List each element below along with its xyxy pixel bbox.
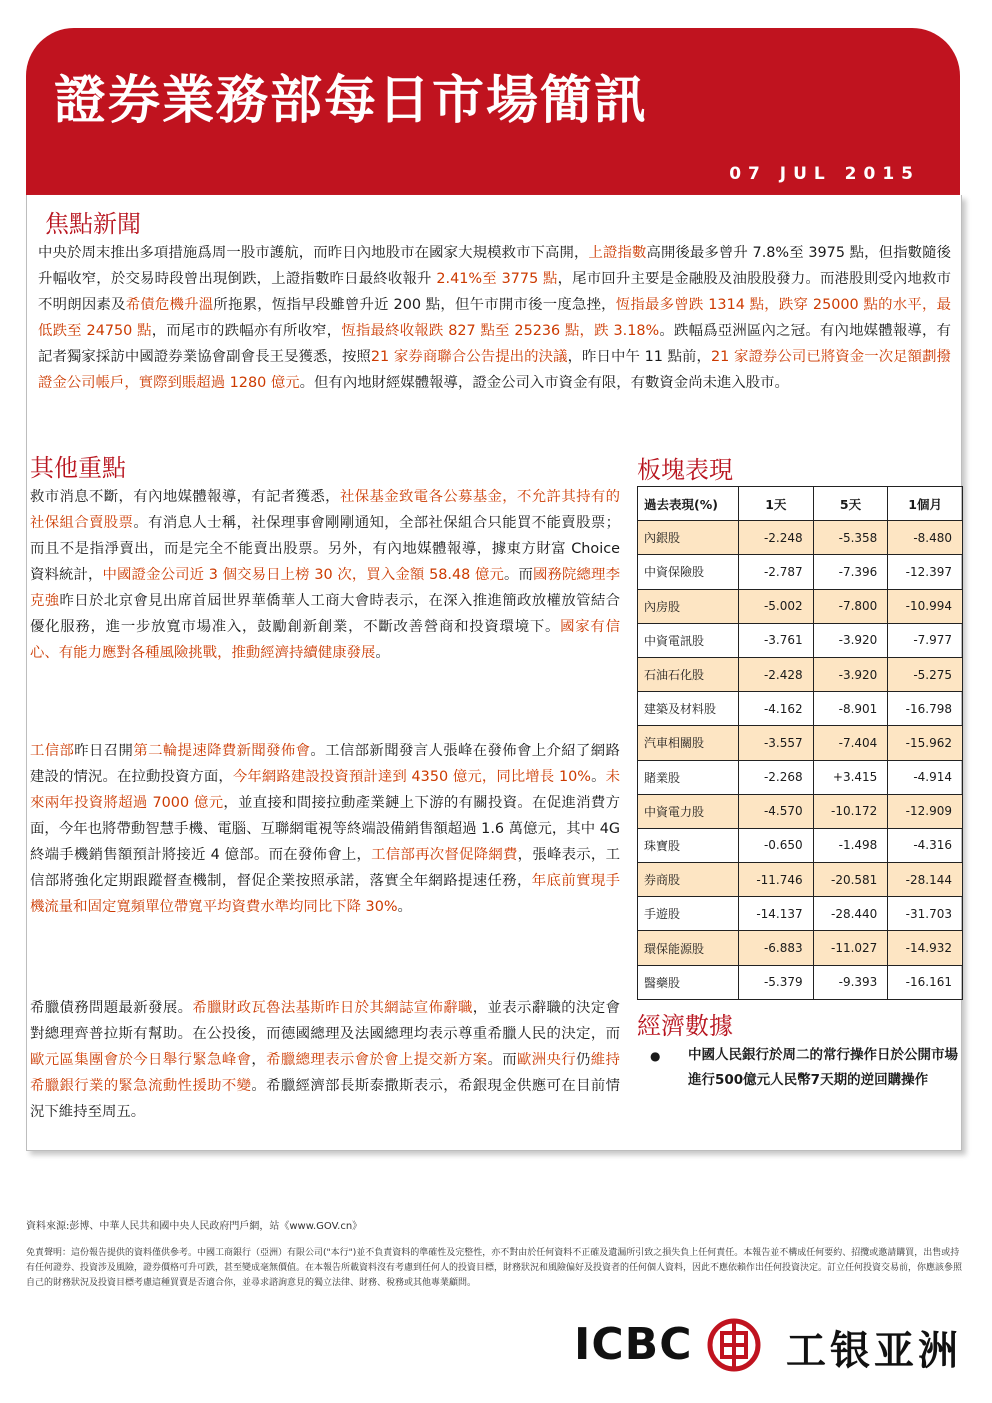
sector-1d: -2.268 (739, 760, 814, 794)
sector-1m: -5.275 (888, 657, 963, 691)
sector-name: 券商股 (638, 863, 739, 897)
header-banner (26, 28, 960, 195)
sector-table (637, 486, 963, 1000)
sector-name: 環保能源股 (638, 931, 739, 965)
logo-en: ICBC (574, 1319, 693, 1370)
sector-1m: -7.977 (888, 623, 963, 657)
sector-row (638, 692, 963, 726)
sector-1m: -15.962 (888, 726, 963, 760)
sector-row (638, 931, 963, 965)
sector-name: 賭業股 (638, 760, 739, 794)
sector-1m: -14.932 (888, 931, 963, 965)
sector-1d: -4.162 (739, 692, 814, 726)
sector-1m: -12.397 (888, 555, 963, 589)
disclaimer: 免責聲明：這份報告提供的資料僅供參考。中國工商銀行（亞洲）有限公司("本行")並不負責資料的準確性及完整性，亦不對由於任何資料不正確及遺漏所引致之損失負上任何責任。本報告並不構成任何要約、招攬或邀請購買，出售或持有任何證券、投資涉及風險，證券價格可升可跌，甚至變成毫無價值。在本報告所載資料沒有考慮到任何人的投資目標，財務狀況和風險偏好及投資者的任何個人資料，因此不應依賴作出任何投資決定。訂立任何投資交易前，你應該參照自己的財務狀況及投資目標考慮這種買賣是否適合你，並尋求諮詢意見的獨立法律、財務、稅務或其他專業顧問。 (26, 1248, 963, 1288)
sector-row (638, 623, 963, 657)
sector-5d: -8.901 (813, 692, 888, 726)
col-header-5d: 5天 (813, 487, 888, 521)
sector-1d: -4.570 (739, 794, 814, 828)
sector-1d: -2.248 (739, 521, 814, 555)
sector-5d: -1.498 (813, 828, 888, 862)
sector-1m: -16.161 (888, 965, 963, 999)
sector-name: 中資電訊股 (638, 623, 739, 657)
sector-name: 珠寶股 (638, 828, 739, 862)
sector-1m: -4.914 (888, 760, 963, 794)
source-note: 資料來源:彭博、中華人民共和國中央人民政府門戶網，站《www.GOV.cn》 (26, 1221, 363, 1232)
sector-5d: -28.440 (813, 897, 888, 931)
sector-row (638, 555, 963, 589)
col-header-period: 過去表現(%) (638, 487, 739, 521)
col-header-1m: 1個月 (888, 487, 963, 521)
bullet-icon: ● (650, 1049, 661, 1063)
sector-row (638, 828, 963, 862)
sector-5d: -3.920 (813, 623, 888, 657)
sector-name: 內房股 (638, 589, 739, 623)
sector-1m: -4.316 (888, 828, 963, 862)
sector-5d: -3.920 (813, 657, 888, 691)
sector-5d: -7.404 (813, 726, 888, 760)
sector-1m: -8.480 (888, 521, 963, 555)
sector-5d: -9.393 (813, 965, 888, 999)
sector-5d: -7.800 (813, 589, 888, 623)
other-paragraph-2: 工信部昨日召開第二輪提速降費新聞發佈會。工信部新聞發言人張峰在發佈會上介紹了網路建設的情況。在拉動投資方面，今年網路建設投資預計達到 4350 億元，同比增長 10%。未來兩年投資將超過 7000 億元，並直接和間接拉動產業鏈上下游的有關投資。在促進消費方面，今年也將帶動智慧手機、電腦、互聯網電視等終端設備銷售額超過 1.6 萬億元，其中 4G 終端手機銷售額預計將接近 4 億部。而在發佈會上，工信部再次督促降網費，張峰表示，工信部將強化定期跟蹤督查機制，督促企業按照承諾，落實全年網路提速任務，年底前實現手機流量和固定寬頻單位帶寬平均資費水準均同比下降 30%。 (30, 743, 620, 915)
icbc-logo (574, 1317, 964, 1374)
sector-name: 石油石化股 (638, 657, 739, 691)
sector-name: 汽車相關股 (638, 726, 739, 760)
sector-1d: -0.650 (739, 828, 814, 862)
icbc-emblem-icon (706, 1317, 762, 1373)
sector-5d: -20.581 (813, 863, 888, 897)
sector-row (638, 589, 963, 623)
sector-1d: -2.428 (739, 657, 814, 691)
sector-1d: -14.137 (739, 897, 814, 931)
page-title: 證券業務部每日市場簡訊 (54, 70, 649, 131)
sector-row (638, 794, 963, 828)
sector-row (638, 760, 963, 794)
sector-1m: -10.994 (888, 589, 963, 623)
sector-1m: -16.798 (888, 692, 963, 726)
sector-5d: -5.358 (813, 521, 888, 555)
sector-5d: +3.415 (813, 760, 888, 794)
sector-heading: 板塊表現 (637, 456, 733, 484)
sector-name: 中資電力股 (638, 794, 739, 828)
logo-cn: 工银亚洲 (786, 1328, 962, 1374)
sector-1d: -5.002 (739, 589, 814, 623)
sector-row (638, 726, 963, 760)
sector-name: 建築及材料股 (638, 692, 739, 726)
other-heading: 其他重點 (30, 454, 126, 482)
sector-1d: -6.883 (739, 931, 814, 965)
sector-1d: -2.787 (739, 555, 814, 589)
economy-item: 中國人民銀行於周二的常行操作日於公開市場進行500億元人民幣7天期的逆回購操作 (688, 1047, 958, 1088)
sector-name: 內銀股 (638, 521, 739, 555)
economy-heading: 經濟數據 (637, 1012, 733, 1040)
sector-1d: -3.761 (739, 623, 814, 657)
sector-1d: -5.379 (739, 965, 814, 999)
focus-heading: 焦點新聞 (45, 210, 141, 238)
sector-1m: -12.909 (888, 794, 963, 828)
sector-5d: -10.172 (813, 794, 888, 828)
col-header-1d: 1天 (739, 487, 814, 521)
sector-1d: -11.746 (739, 863, 814, 897)
sector-row (638, 657, 963, 691)
sector-row (638, 897, 963, 931)
focus-paragraph: 中央於周末推出多項措施爲周一股市護航，而昨日內地股市在國家大規模救市下高開，上證指數高開後最多曾升 7.8%至 3975 點，但指數隨後升幅收窄，於交易時段曾出現倒跌，上證指數昨日最終收報升 2.41%至 3775 點，尾市回升主要是金融股及油股股發力。而港股則受內地救市不明朗因素及希債危機升溫所拖累，恆指早段雖曾升近 200 點，但午市開市後一度急挫，恆指最多曾跌 1314 點，跌穿 25000 點的水平，最低跌至 24750 點，而尾市的跌幅亦有所收窄，恆指最終收報跌 827 點至 25236 點，跌 3.18%。跌幅爲亞洲區內之冠。有內地媒體報導，有記者獨家採訪中國證券業協會副會長王旻獲悉，按照21 家券商聯合公告提出的決議，昨日中午 11 點前，21 家證券公司已將資金一次足額劃撥證金公司帳戶，實際到賬超過 1280 億元。但有內地財經媒體報導，證金公司入市資金有限，有數資金尚未進入股市。 (38, 245, 951, 391)
report-date: 07 JUL 2015 (729, 164, 920, 184)
other-paragraph-1: 救市消息不斷，有內地媒體報導，有記者獲悉，社保基金致電各公募基金，不允許其持有的社保組合賣股票。有消息人士稱，社保理事會剛剛通知，全部社保組合只能買不能賣股票；而且不是指淨賣出，而是完全不能賣出股票。另外，有內地媒體報導，據東方財富 Choice 資料統計，中國證金公司近 3 個交易日上榜 30 次，買入金額 58.48 億元。而國務院總理李克強昨日於北京會見出席首屆世界華僑華人工商大會時表示，在深入推進簡政放權放管結合優化服務，進一步放寬市場准入，鼓勵創新創業，不斷改善營商和投資環境下。國家有信心、有能力應對各種風險挑戰，推動經濟持續健康發展。 (30, 489, 620, 661)
sector-row (638, 863, 963, 897)
sector-name: 醫藥股 (638, 965, 739, 999)
sector-5d: -11.027 (813, 931, 888, 965)
sector-1m: -28.144 (888, 863, 963, 897)
sector-1d: -3.557 (739, 726, 814, 760)
sector-header-row (638, 487, 963, 521)
sector-1m: -31.703 (888, 897, 963, 931)
other-paragraph-3: 希臘債務問題最新發展。希臘財政瓦魯法基斯昨日於其網誌宣佈辭職，並表示辭職的決定會對總理齊普拉斯有幫助。在公投後，而德國總理及法國總理均表示尊重希臘人民的決定，而歐元區集團會於今日舉行緊急峰會，希臘總理表示會於會上提交新方案。而歐洲央行仍維持希臘銀行業的緊急流動性援助不變。希臘經濟部長斯泰撒斯表示，希銀現金供應可在目前情況下維持至周五。 (30, 1000, 620, 1120)
sector-name: 手遊股 (638, 897, 739, 931)
sector-name: 中資保險股 (638, 555, 739, 589)
sector-row (638, 965, 963, 999)
sector-row (638, 521, 963, 555)
sector-5d: -7.396 (813, 555, 888, 589)
